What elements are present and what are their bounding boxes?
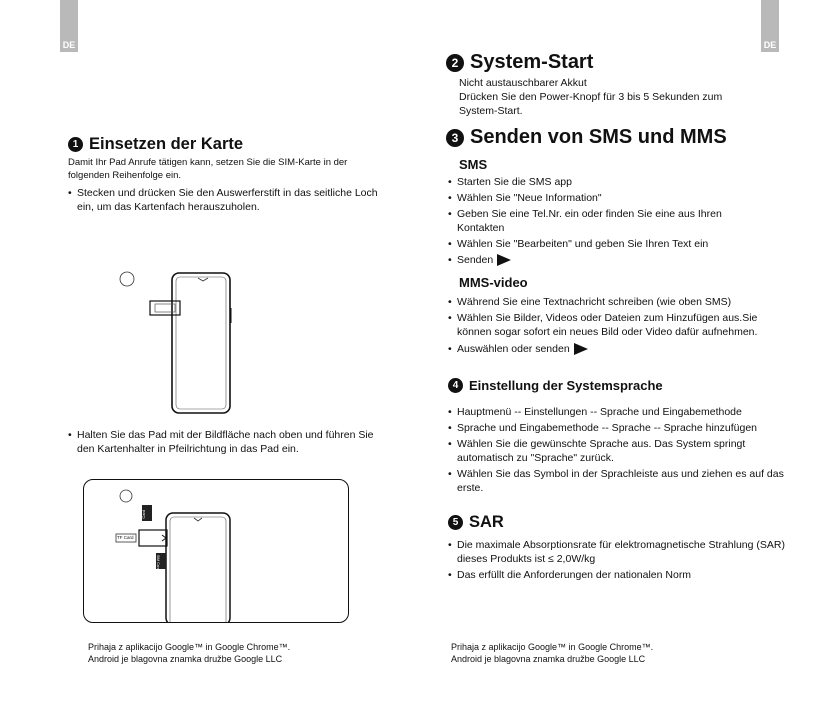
section-number-badge: 4: [448, 378, 463, 393]
sim-card-label: SIM Card: [156, 555, 160, 570]
section-number-badge: 2: [446, 54, 464, 72]
section2-body: [459, 76, 799, 118]
list-item: • Hauptmenü -- Einstellungen -- Sprache und Eingabemethode: [448, 405, 793, 419]
footer-line: Android je blagovna znamka družbe Google LLC: [451, 654, 646, 664]
list-item: • Das erfüllt die Anforderungen der nationalen Norm: [448, 568, 793, 582]
footer-right: [451, 641, 653, 665]
section2-title: System-Start: [470, 51, 594, 73]
section3-title: Senden von SMS und MMS: [470, 126, 727, 148]
phone-outline: [172, 273, 230, 413]
section5-title: SAR: [469, 513, 504, 531]
section1-heading: [68, 135, 243, 154]
language-tab-right: [761, 0, 779, 52]
section4-heading: [448, 378, 663, 393]
tf-card-label: TF Card: [117, 535, 134, 540]
list-item: • Starten Sie die SMS app: [448, 175, 793, 189]
language-tab-label: DE: [763, 40, 777, 50]
card-insert-diagram: [83, 479, 349, 623]
list-item: • Wählen Sie die gewünschte Sprache aus. Das System springt automatisch zu "Sprache" zurück.: [448, 437, 793, 465]
section-number-badge: 1: [68, 137, 83, 152]
footer-line: Prihaja z aplikacijo Google™ in Google Chrome™.: [451, 642, 654, 652]
list-item: • Stecken und drücken Sie den Auswerferstift in das seitliche Loch ein, um das Kartenfach herauszuholen.: [68, 186, 378, 214]
text-line: Nicht austauschbarer Akkut: [459, 77, 587, 89]
language-tab-left: [60, 0, 78, 52]
section-number-badge: 5: [448, 515, 463, 530]
sms-subheading: SMS: [459, 157, 488, 172]
list-item: • Während Sie eine Textnachricht schreiben (wie oben SMS): [448, 295, 793, 309]
sim-tray: [150, 301, 180, 315]
language-tab-label: DE: [62, 40, 76, 50]
send-icon: [497, 254, 511, 266]
footer-line: Prihaja z aplikacijo Google™ in Google Chrome™.: [88, 642, 291, 652]
section1-title: Einsetzen der Karte: [89, 135, 244, 153]
list-item: • Wählen Sie "Neue Information": [448, 191, 793, 205]
list-item: • Die maximale Absorptionsrate für elektromagnetische Strahlung (SAR) dieses Produkts ist ≤ 2,0W/kg: [448, 538, 793, 566]
sim-tray-diagram: [110, 268, 250, 418]
step-circle-icon: [120, 272, 134, 286]
list-item-send: [448, 253, 793, 267]
section4-list: [448, 405, 793, 497]
section1-list-a: [68, 186, 378, 216]
card-label: Card: [141, 510, 146, 519]
footer-left: [88, 641, 290, 665]
mms-list: [448, 295, 793, 358]
notch-icon: [194, 518, 202, 521]
text-line: Drücken Sie den Power-Knopf für 3 bis 5 Sekunden zum: [459, 91, 723, 103]
card-tray: [139, 530, 167, 546]
section5-list: [448, 538, 793, 584]
section2-heading: [446, 51, 593, 74]
section4-title: Einstellung der Systemsprache: [469, 378, 663, 393]
list-item: • Wählen Sie das Symbol in der Sprachleiste aus und ziehen es auf das erste.: [448, 467, 793, 495]
send-icon: [574, 343, 588, 355]
list-item: • Sprache und Eingabemethode -- Sprache -- Sprache hinzufügen: [448, 421, 793, 435]
section5-heading: [448, 513, 504, 532]
sms-list: [448, 175, 793, 269]
send-label: Auswählen oder senden: [457, 343, 570, 355]
mms-subheading: MMS-video: [459, 275, 528, 290]
section1-intro: Damit Ihr Pad Anrufe tätigen kann, setzen Sie die SIM-Karte in der folgenden Reihenfolge ein.: [68, 157, 348, 181]
send-label: Senden: [457, 254, 494, 266]
list-item: • Halten Sie das Pad mit der Bildfläche nach oben und führen Sie den Kartenhalter in Pfeilrichtung in das Pad ein.: [68, 428, 378, 456]
list-item: • Wählen Sie Bilder, Videos oder Dateien zum Hinzufügen aus.Sie können sogar sofort ein neues Bild oder Video dafür aufnehmen.: [448, 311, 793, 339]
footer-line: Android je blagovna znamka družbe Google LLC: [88, 654, 283, 664]
section1-list-b: [68, 428, 378, 458]
section3-heading: [446, 126, 727, 149]
list-item-send: [448, 342, 793, 356]
step-circle-icon: [120, 490, 132, 502]
phone-outline: [166, 513, 230, 622]
section-number-badge: 3: [446, 129, 464, 147]
list-item: • Wählen Sie "Bearbeiten" und geben Sie Ihren Text ein: [448, 237, 793, 251]
list-item: • Geben Sie eine Tel.Nr. ein oder finden Sie eine aus Ihren Kontakten: [448, 207, 727, 235]
notch-icon: [198, 278, 208, 281]
text-line: System-Start.: [459, 105, 523, 117]
